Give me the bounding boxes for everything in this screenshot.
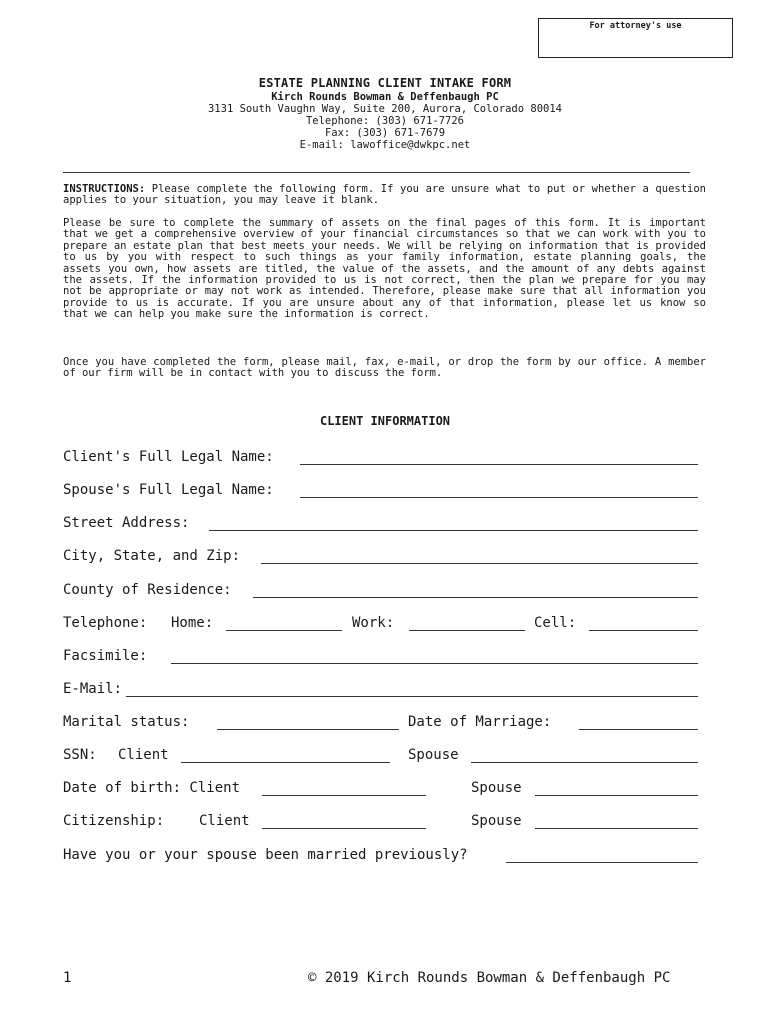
marital-row [63,714,699,734]
form-title: ESTATE PLANNING CLIENT INTAKE FORM [258,76,512,90]
spouse-name-label: Spouse's Full Legal Name: [63,482,274,498]
instructions-paragraph-1 [63,184,706,207]
instructions-paragraph-2: Please be sure to complete the summary of assets on the final pages of this form. It is important that we get a comprehensive overview of your financial circumstances so that we can work with you to prepare an estate plan that best meets your needs. We will be relying on information that is provided to us by you with respect to such things as your family information, estate planning goals, the assets you own, how assets are titled, the value of the assets, and the amount of any debts against the assets. If the information provided to us is not correct, then the plan we prepare for you may not be appropriate or may not work as intended. Therefore, please make sure that all information you provide to us is accurate. If you are unsure about any of that information, please let us know so that we can help you make sure the information is correct. [63,217,706,321]
married-previously-label: Have you or your spouse been married previously? [63,847,468,863]
street-row [63,515,699,535]
telephone-row [63,615,699,635]
citizenship-spouse-label: Spouse [471,813,522,829]
facsimile-row [63,648,699,668]
email-field[interactable] [126,681,698,697]
ssn-client-label: Client [118,747,169,763]
instructions-text-1: Please complete the following form. If you are unsure what to put or whether a question applies to your situation, you may leave it blank. [63,183,706,207]
dob-spouse-label: Spouse [471,780,522,796]
instructions-heading: INSTRUCTIONS: [63,183,146,195]
county-row [63,582,699,602]
street-label: Street Address: [63,515,190,531]
client-name-row [63,449,699,469]
marital-status-field[interactable] [217,714,399,730]
married-previously-row [63,847,699,867]
dob-label: Date of birth: Client [63,780,241,796]
city-label: City, State, and Zip: [63,548,241,564]
firm-email: E-mail: lawoffice@dwkpc.net [299,139,471,151]
page-number: 1 [63,970,72,986]
county-label: County of Residence: [63,582,232,598]
attorney-use-label: For attorney's use [589,21,682,31]
marriage-date-label: Date of Marriage: [408,714,552,730]
facsimile-field[interactable] [171,648,698,664]
firm-fax: Fax: (303) 671-7679 [324,127,446,139]
spouse-name-field[interactable] [300,482,698,498]
instructions-paragraph-3: Once you have completed the form, please mail, fax, e-mail, or drop the form by our office. A member of our firm will be in contact with you to discuss the form. [63,356,706,380]
county-field[interactable] [253,582,698,598]
marriage-date-field[interactable] [579,714,698,730]
firm-telephone: Telephone: (303) 671-7726 [305,115,465,127]
home-phone-field[interactable] [226,615,342,631]
firm-name: Kirch Rounds Bowman & Deffenbaugh PC [271,91,499,103]
marital-label: Marital status: [63,714,190,730]
section-title: CLIENT INFORMATION [319,414,451,428]
ssn-client-field[interactable] [181,747,390,763]
spouse-name-row [63,482,699,502]
citizenship-row [63,813,699,833]
home-label: Home: [171,615,214,631]
ssn-row [63,747,699,767]
married-previously-field[interactable] [506,847,698,863]
ssn-spouse-label: Spouse [408,747,459,763]
attorney-use-box [538,18,733,58]
dob-row [63,780,699,800]
work-phone-field[interactable] [409,615,525,631]
facsimile-label: Facsimile: [63,648,148,664]
work-label: Work: [352,615,395,631]
ssn-label: SSN: [63,747,97,763]
copyright: © 2019 Kirch Rounds Bowman & Deffenbaugh PC [308,970,671,986]
city-field[interactable] [261,548,698,564]
dob-client-field[interactable] [262,780,426,796]
citizenship-client-field[interactable] [262,813,426,829]
telephone-label: Telephone: [63,615,148,631]
email-label: E-Mail: [63,681,123,697]
city-row [63,548,699,568]
ssn-spouse-field[interactable] [471,747,698,763]
client-name-field[interactable] [300,449,698,465]
client-name-label: Client's Full Legal Name: [63,449,274,465]
citizenship-label: Citizenship: [63,813,165,829]
citizenship-spouse-field[interactable] [535,813,698,829]
cell-phone-field[interactable] [589,615,698,631]
citizenship-client-label: Client [199,813,250,829]
street-field[interactable] [209,515,698,531]
firm-address: 3131 South Vaughn Way, Suite 200, Aurora, Colorado 80014 [207,103,562,115]
dob-spouse-field[interactable] [535,780,698,796]
cell-label: Cell: [534,615,577,631]
header-divider [63,172,690,173]
email-row [63,681,699,701]
